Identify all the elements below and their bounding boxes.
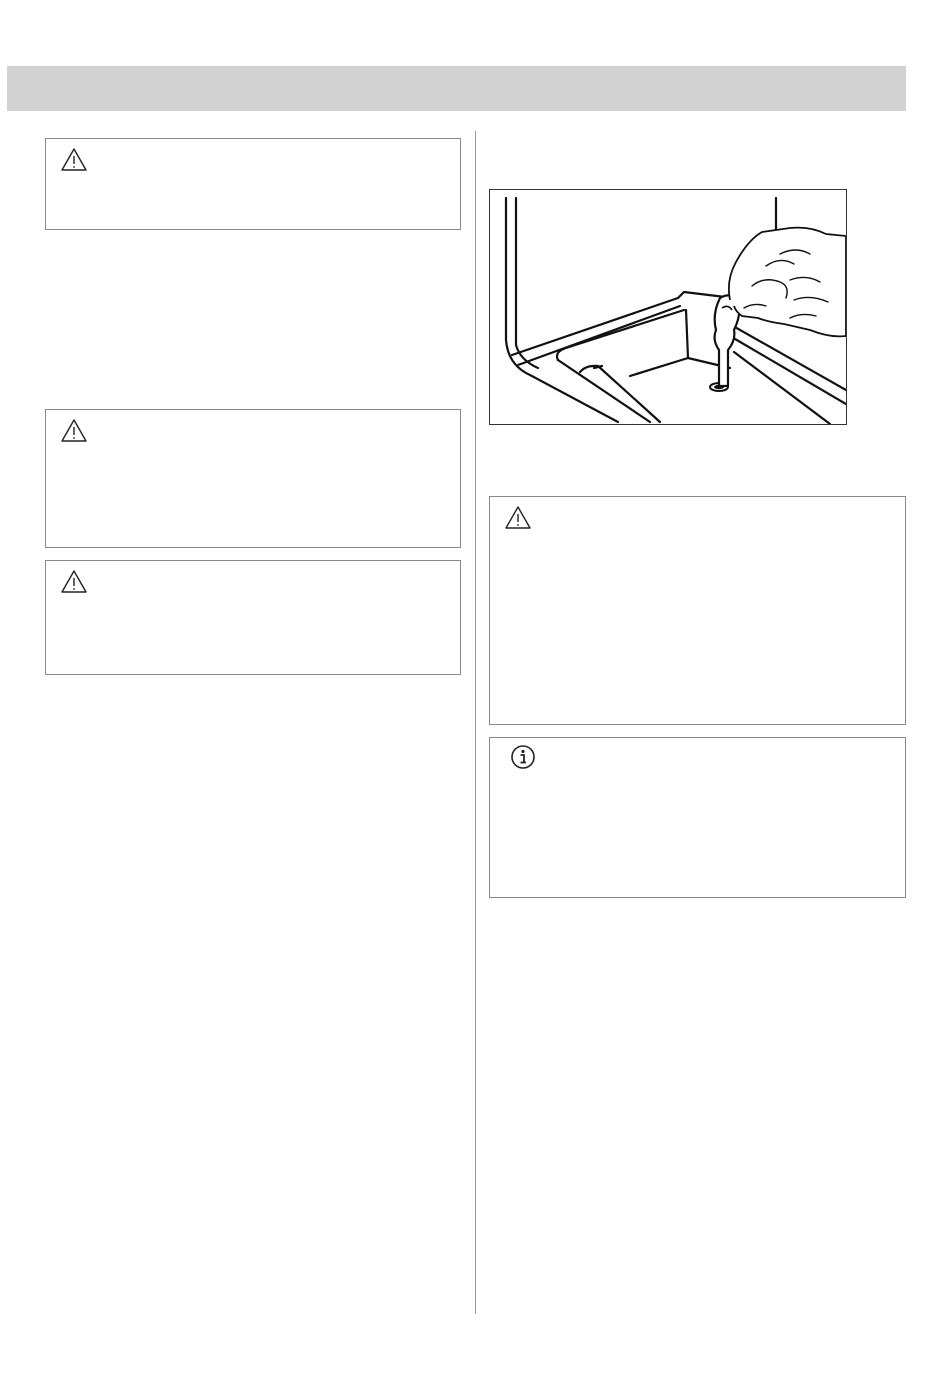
warning-icon [60, 147, 88, 173]
column-divider [475, 131, 476, 1314]
info-icon [510, 744, 538, 770]
warning-box-1 [45, 138, 461, 230]
warning-icon [60, 418, 88, 444]
warning-box-4 [489, 496, 906, 725]
warning-box-2 [45, 409, 461, 548]
info-box [489, 737, 906, 898]
warning-icon [60, 569, 88, 595]
drain-hole-illustration [489, 189, 847, 425]
warning-icon [504, 505, 532, 531]
section-header-bar [7, 66, 906, 111]
warning-box-3 [45, 560, 461, 675]
